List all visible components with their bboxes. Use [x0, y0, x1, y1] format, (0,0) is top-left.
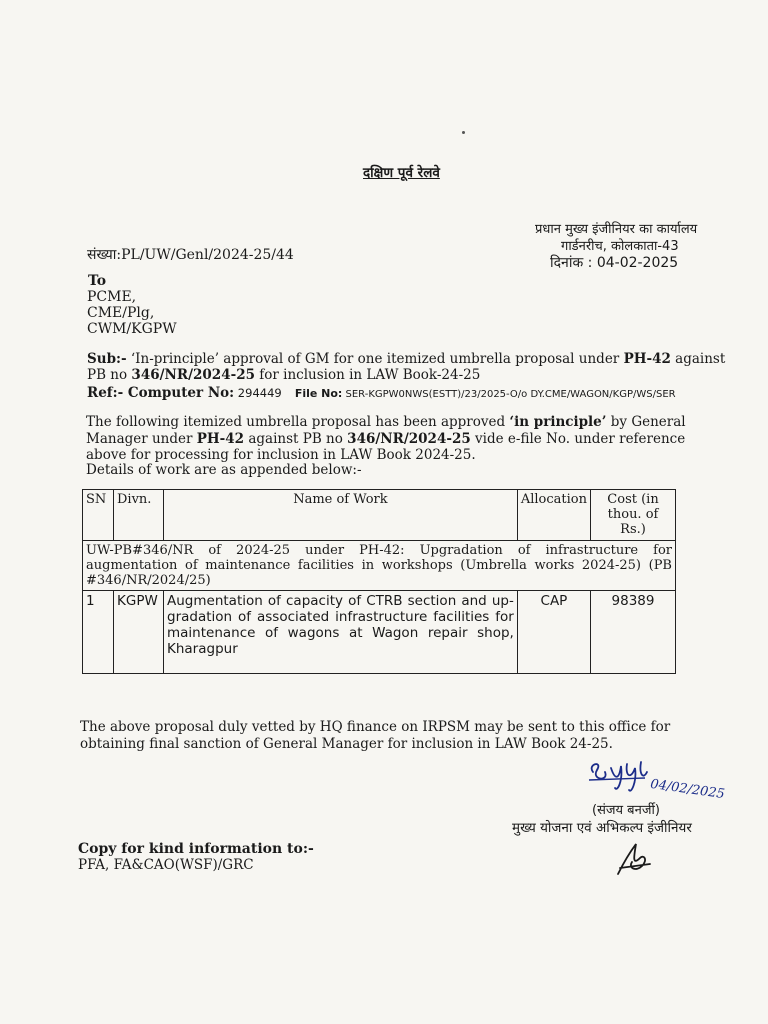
subject-pb-number: 346/NR/2024-25 [131, 367, 255, 383]
header-divn: Divn. [114, 490, 164, 541]
table-header-row [83, 490, 676, 541]
subject-line-2 [87, 367, 480, 383]
body-line-1 [86, 414, 686, 430]
cell-allocation: CAP [517, 591, 590, 674]
header-name-of-work: Name of Work [164, 490, 518, 541]
reference-number: संख्या:PL/UW/Genl/2024-25/44 [87, 247, 294, 263]
copy-to-label: Copy for kind information to:- [78, 841, 314, 857]
initials-mark [610, 838, 660, 880]
subject-line-1 [87, 351, 725, 367]
table-group-row [83, 541, 676, 591]
subject-text-a: ‘In-principle’ approval of GM for one itemized umbrella proposal under [126, 351, 624, 367]
body-text: Manager under [86, 431, 197, 447]
copy-to-recipients: PFA, FA&CAO(WSF)/GRC [78, 857, 254, 873]
header-cost: Cost (in thou. of Rs.) [591, 490, 676, 541]
body-text: The following itemized umbrella proposal has been approved [86, 414, 510, 430]
speck [462, 131, 465, 134]
file-label: File No: [294, 387, 343, 400]
letter-date: दिनांक : 04-02-2025 [550, 255, 679, 271]
signature-date: 04/02/2025 [649, 776, 726, 803]
body-text: against PB no [244, 431, 348, 447]
office-name: प्रधान मुख्य इंजीनियर का कार्यालय [535, 222, 698, 237]
pb-number-text: 346/NR/2024-25 [347, 431, 471, 447]
header-allocation: Allocation [517, 490, 590, 541]
recipient-3: CWM/KGPW [87, 321, 177, 337]
header-sn: SN [83, 490, 114, 541]
subject-ph: PH-42 [623, 351, 671, 367]
subject-text-end: for inclusion in LAW Book-24-25 [255, 367, 481, 383]
computer-number: 294449 [234, 386, 282, 400]
recipient-2: CME/Plg, [87, 305, 155, 321]
railway-name: दक्षिण पूर्व रेलवे [363, 165, 440, 181]
umbrella-work-title: UW-PB#346/NR of 2024-25 under PH-42: Upgradation of infrastructure for augmentation of maintenance facilities in workshops (Umbrella works 2024-25) (PB #346/NR/2024/25) [83, 541, 676, 591]
subject-pb-label: PB no [87, 367, 132, 383]
cell-sn: 1 [83, 591, 114, 674]
recipient-1: PCME, [87, 289, 137, 305]
body-line-4: Details of work are as appended below:- [86, 462, 362, 478]
body-text: by General [606, 414, 686, 430]
cell-divn: KGPW [114, 591, 164, 674]
signatory-designation: मुख्य योजना एवं अभिकल्प इंजीनियर [512, 820, 692, 836]
body-text: vide e-file No. under reference [470, 431, 686, 447]
in-principle-text: ‘in principle’ [509, 414, 607, 430]
reference-line [87, 382, 676, 401]
ph-text: PH-42 [196, 431, 245, 447]
closing-line-2: obtaining final sanction of General Manager for inclusion in LAW Book 24-25. [80, 736, 613, 752]
to-label: To [88, 273, 107, 289]
table-row [83, 591, 676, 674]
signatory-name: (संजय बनर्जी) [592, 803, 660, 818]
file-number: SER-KGPW0NWS(ESTT)/23/2025-O/o DY.CME/WAGON/KGP/WS/SER [342, 389, 676, 400]
works-table [82, 489, 676, 674]
subject-text-c: against [670, 351, 726, 367]
body-line-3: above for processing for inclusion in LAW Book 2024-25. [86, 447, 476, 463]
closing-line-1: The above proposal duly vetted by HQ finance on IRPSM may be sent to this office for [80, 719, 671, 735]
subject-label: Sub:- [87, 351, 127, 367]
ref-label: Ref:- Computer No: [87, 385, 235, 401]
cell-cost: 98389 [591, 591, 676, 674]
office-address: गार्डनरीच, कोलकाता-43 [561, 239, 679, 254]
body-line-2 [86, 431, 685, 447]
cell-name-of-work: Augmentation of capacity of CTRB section and up-gradation of associated infrastructure facilities for maintenance of wagons at Wagon repair shop, Kharagpur [164, 591, 518, 674]
